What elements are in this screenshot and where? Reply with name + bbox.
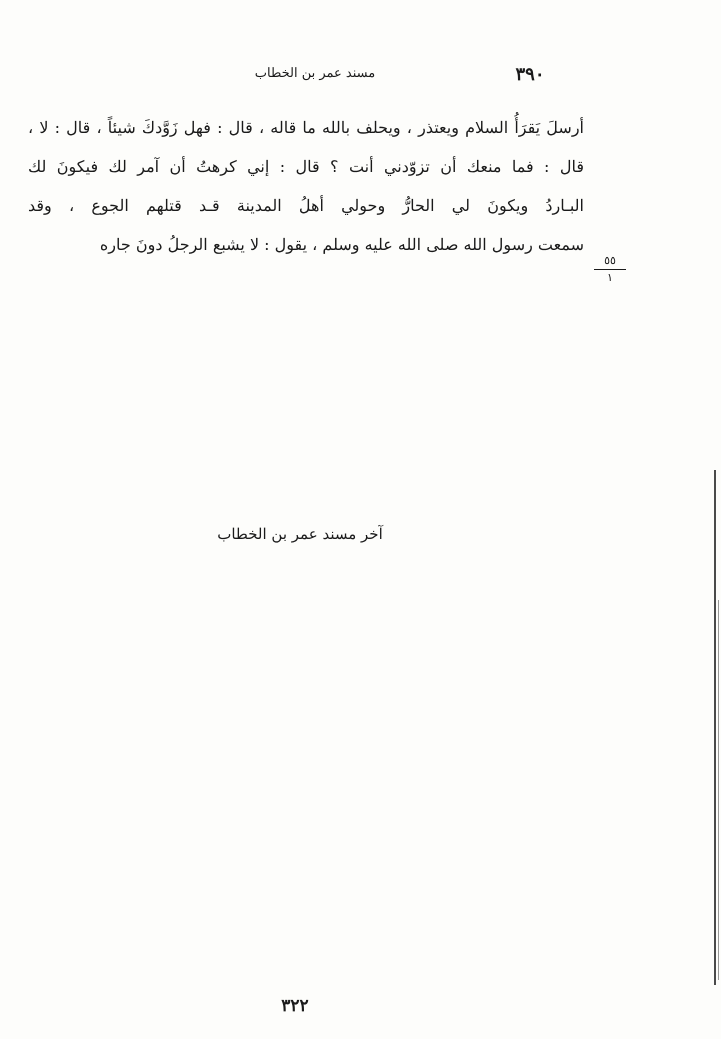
running-header: مسند عمر بن الخطاب (254, 66, 376, 81)
body-line-3: البـاردُ ويكونَ لي الحارُّ وحولي أهلُ المدينة قـد قتلهم الجوع ، وقد (28, 196, 584, 215)
hadith-reference-top: ٥٥ (604, 254, 616, 267)
hadith-reference-divider (594, 269, 626, 270)
page-edge-shadow-secondary (718, 600, 719, 980)
body-text (28, 108, 584, 264)
page-edge-shadow (714, 470, 716, 985)
section-closing-line: آخر مسند عمر بن الخطاب (217, 525, 383, 543)
hadith-reference-note (594, 255, 626, 284)
body-line-4: سمعت رسول الله صلى الله عليه وسلم ، يقول : لا يشبع الرجلُ دونَ جاره (99, 235, 584, 254)
page-number-top: ٣٩٠ (515, 64, 545, 85)
body-line-1: أرسلَ يَقرَأُ السلام ويعتذر ، ويحلف بالله ما قاله ، قال : فهل زَوَّدكَ شيئاً ، قال : لا ، (28, 118, 584, 137)
hadith-reference-bottom: ١ (607, 271, 613, 284)
body-line-2: قال : فما منعك أن تزوّدني أنت ؟ قال : إني كرهتُ أن آمر لك فيكونَ لك (28, 157, 584, 176)
page-number-bottom: ٣٢٢ (281, 996, 309, 1016)
